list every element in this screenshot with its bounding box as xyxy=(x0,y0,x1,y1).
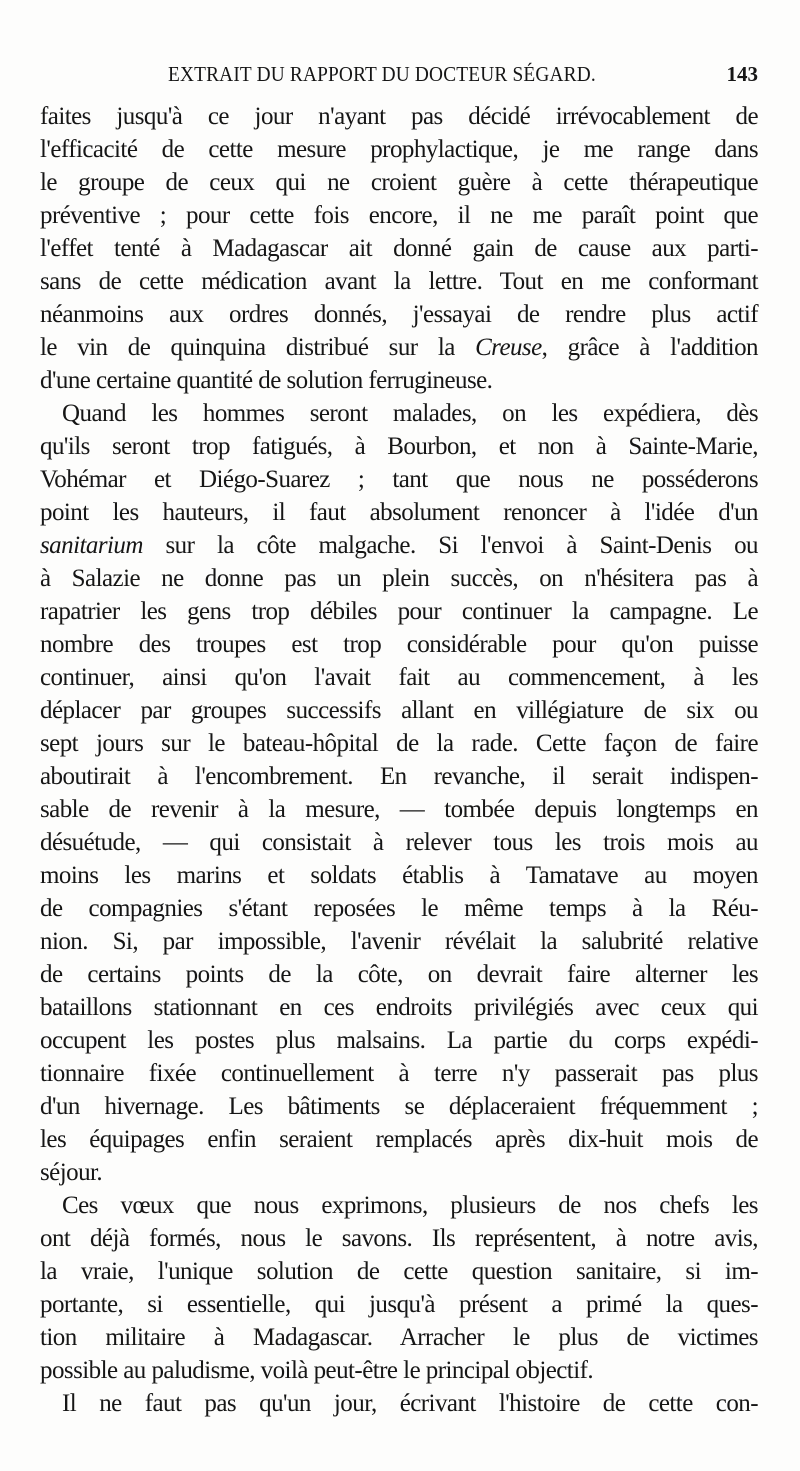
text-segment: ont déjà formés, nous le savons. Ils représentent, à notre avis, xyxy=(40,1225,758,1252)
text-line xyxy=(40,727,758,760)
text-segment: déplacer par groupes successifs allant en villégiature de six ou xyxy=(40,697,758,724)
text-segment: à Salazie ne donne pas un plein succès, on n'hésitera pas à xyxy=(40,565,758,592)
text-line xyxy=(40,793,758,826)
text-line xyxy=(40,1222,758,1255)
text-segment: de certains points de la côte, on devrait faire alterner les xyxy=(40,961,758,988)
text-segment: Il ne faut pas qu'un jour, écrivant l'histoire de cette con- xyxy=(62,1390,758,1417)
text-segment: l'effet tenté à Madagascar ait donné gain de cause aux parti- xyxy=(40,235,758,262)
text-segment: faites jusqu'à ce jour n'ayant pas décidé irrévocablement de xyxy=(40,103,758,130)
text-line xyxy=(40,694,758,727)
running-head xyxy=(40,62,758,92)
page-number: 143 xyxy=(726,62,758,86)
text-segment: Quand les hommes seront malades, on les expédiera, dès xyxy=(62,400,758,427)
text-segment: portante, si essentielle, qui jusqu'à présent a primé la ques- xyxy=(40,1291,758,1318)
text-segment: nion. Si, par impossible, l'avenir révélait la salubrité relative xyxy=(40,928,758,955)
text-segment: sept jours sur le bateau-hôpital de la rade. Cette façon de faire xyxy=(40,730,758,757)
text-segment: qu'ils seront trop fatigués, à Bourbon, et non à Sainte-Marie, xyxy=(40,433,758,460)
text-segment: sable de revenir à la mesure, — tombée depuis longtemps en xyxy=(40,796,758,823)
text-line xyxy=(40,1057,758,1090)
text-line xyxy=(40,661,758,694)
text-segment: tion militaire à Madagascar. Arracher le plus de victimes xyxy=(40,1324,758,1351)
text-segment: sans de cette médication avant la lettre. Tout en me conformant xyxy=(40,268,758,295)
text-segment: le groupe de ceux qui ne croient guère à cette thérapeutique xyxy=(40,169,758,196)
text-line xyxy=(40,760,758,793)
text-line xyxy=(40,331,758,364)
text-line xyxy=(40,628,758,661)
text-segment: préventive ; pour cette fois encore, il ne me paraît point que xyxy=(40,202,758,229)
text-segment: occupent les postes plus malsains. La partie du corps expédi- xyxy=(40,1027,758,1054)
text-segment: possible au paludisme, voilà peut-être le principal objectif. xyxy=(40,1357,594,1384)
text-line xyxy=(40,1255,758,1288)
running-title: EXTRAIT DU RAPPORT DU DOCTEUR SÉGARD. xyxy=(168,62,596,86)
text-line xyxy=(40,364,758,397)
text-line xyxy=(40,496,758,529)
body-text xyxy=(40,100,758,1420)
text-line xyxy=(40,133,758,166)
text-line xyxy=(40,1288,758,1321)
text-segment: de compagnies s'étant reposées le même temps à la Réu- xyxy=(40,895,758,922)
text-line xyxy=(40,265,758,298)
text-line xyxy=(40,430,758,463)
text-segment: les équipages enfin seraient remplacés après dix-huit mois de xyxy=(40,1126,758,1153)
text-line xyxy=(40,166,758,199)
text-line xyxy=(40,1156,758,1189)
text-line xyxy=(40,1387,758,1420)
text-line xyxy=(40,859,758,892)
text-line xyxy=(40,298,758,331)
text-line xyxy=(40,1354,758,1387)
text-line xyxy=(40,562,758,595)
text-line xyxy=(40,1024,758,1057)
text-segment: d'une certaine quantité de solution ferrugineuse. xyxy=(40,367,493,394)
text-line xyxy=(40,991,758,1024)
text-segment: désuétude, — qui consistait à relever tous les trois mois au xyxy=(40,829,758,856)
text-segment: l'efficacité de cette mesure prophylactique, je me range dans xyxy=(40,136,758,163)
text-line xyxy=(40,100,758,133)
text-line xyxy=(40,1090,758,1123)
text-segment: néanmoins aux ordres donnés, j'essayai de rendre plus actif xyxy=(40,301,758,328)
text-line xyxy=(40,463,758,496)
text-line xyxy=(40,397,758,430)
text-line xyxy=(40,1189,758,1222)
text-segment: moins les marins et soldats établis à Tamatave au moyen xyxy=(40,862,758,889)
text-segment: point les hauteurs, il faut absolument renoncer à l'idée d'un xyxy=(40,499,758,526)
text-segment: séjour. xyxy=(40,1159,103,1186)
text-segment: aboutirait à l'encombrement. En revanche, il serait indispen- xyxy=(40,763,758,790)
text-line xyxy=(40,958,758,991)
text-line xyxy=(40,1321,758,1354)
text-line xyxy=(40,892,758,925)
text-segment: Vohémar et Diégo-Suarez ; tant que nous ne posséderons xyxy=(40,466,758,493)
text-line xyxy=(40,595,758,628)
text-line xyxy=(40,232,758,265)
text-segment: d'un hivernage. Les bâtiments se déplaceraient fréquemment ; xyxy=(40,1093,758,1120)
text-segment: rapatrier les gens trop débiles pour continuer la campagne. Le xyxy=(40,598,758,625)
text-line xyxy=(40,925,758,958)
text-segment: Ces vœux que nous exprimons, plusieurs de nos chefs les xyxy=(62,1192,758,1219)
italic-text: sanitarium xyxy=(40,532,143,559)
text-line xyxy=(40,1123,758,1156)
text-line xyxy=(40,826,758,859)
text-segment: , grâce à l'addition xyxy=(541,334,758,361)
text-segment: nombre des troupes est trop considérable pour qu'on puisse xyxy=(40,631,758,658)
text-line xyxy=(40,529,758,562)
text-segment: tionnaire fixée continuellement à terre n'y passerait pas plus xyxy=(40,1060,758,1087)
text-line xyxy=(40,199,758,232)
text-segment: le vin de quinquina distribué sur la xyxy=(40,334,476,361)
text-segment: bataillons stationnant en ces endroits privilégiés avec ceux qui xyxy=(40,994,758,1021)
italic-text: Creuse xyxy=(475,334,542,361)
text-segment: sur la côte malgache. Si l'envoi à Saint-Denis ou xyxy=(142,532,758,559)
text-segment: la vraie, l'unique solution de cette question sanitaire, si im- xyxy=(40,1258,758,1285)
text-segment: continuer, ainsi qu'on l'avait fait au commencement, à les xyxy=(40,664,758,691)
